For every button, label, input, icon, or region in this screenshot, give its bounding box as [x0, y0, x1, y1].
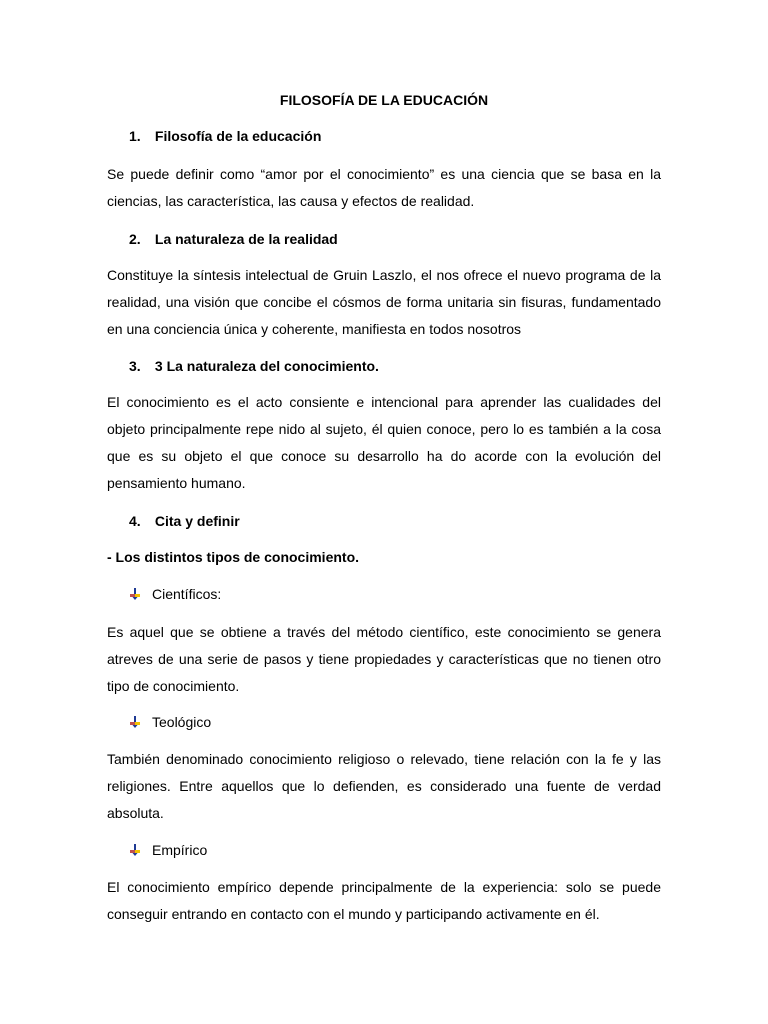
bullet-teologico: [129, 714, 211, 730]
section-heading-text: Cita y definir: [154, 513, 240, 529]
section-number: 2.: [129, 231, 141, 247]
section-number: 1.: [129, 128, 141, 144]
section-heading-text: La naturaleza de la realidad: [154, 231, 338, 247]
section-number: 3.: [129, 358, 141, 374]
section-number: 4.: [129, 513, 141, 529]
bullet-label: Empírico: [152, 842, 208, 858]
section-heading-text: 3 La naturaleza del conocimiento.: [154, 358, 379, 374]
subheading-types: - Los distintos tipos de conocimiento.: [107, 549, 360, 565]
section-heading-1: [129, 128, 321, 144]
paragraph-reality: Constituye la síntesis intelectual de Gruin Laszlo, el nos ofrece el nuevo programa de la realidad, una visión que concibe el cósmos de forma unitaria sin fisuras, fundamentado en una conciencia única y coherente, manifiesta en todos nosotros: [107, 267, 661, 337]
section-heading-4: [129, 513, 240, 529]
paragraph-cientificos: Es aquel que se obtiene a través del método científico, este conocimiento se genera atreves de una serie de pasos y tiene propiedades y características que no tienen otro tipo de conocimiento.: [107, 624, 661, 694]
section-heading-3: [129, 358, 379, 374]
paragraph-knowledge: El conocimiento es el acto consiente e intencional para aprender las cualidades del objeto principalmente repe nido al sujeto, él quien conoce, pero lo es también a la cosa que es su objeto el que conoce su desarrollo ha do acorde con la evolución del pensamiento humano.: [107, 394, 661, 491]
section-heading-text: Filosofía de la educación: [154, 128, 322, 144]
document-title: FILOSOFÍA DE LA EDUCACIÓN: [279, 92, 489, 108]
bullet-cientificos: [129, 586, 221, 602]
section-heading-2: [129, 231, 338, 247]
paragraph-empirico: El conocimiento empírico depende principalmente de la experiencia: solo se puede conseguir entrando en contacto con el mundo y participando activamente en él.: [107, 879, 661, 922]
paragraph-definition: Se puede definir como “amor por el conocimiento” es una ciencia que se basa en la ciencias, las característica, las causa y efectos de realidad.: [107, 166, 661, 209]
arrow-bullet-icon: [129, 843, 141, 857]
bullet-label: Teológico: [152, 714, 212, 730]
arrow-bullet-icon: [129, 715, 141, 729]
bullet-label: Científicos:: [152, 586, 222, 602]
paragraph-teologico: También denominado conocimiento religioso o relevado, tiene relación con la fe y las religiones. Entre aquellos que lo defienden, es considerado una fuente de verdad absoluta.: [107, 751, 661, 821]
arrow-bullet-icon: [129, 587, 141, 601]
bullet-empirico: [129, 842, 207, 858]
